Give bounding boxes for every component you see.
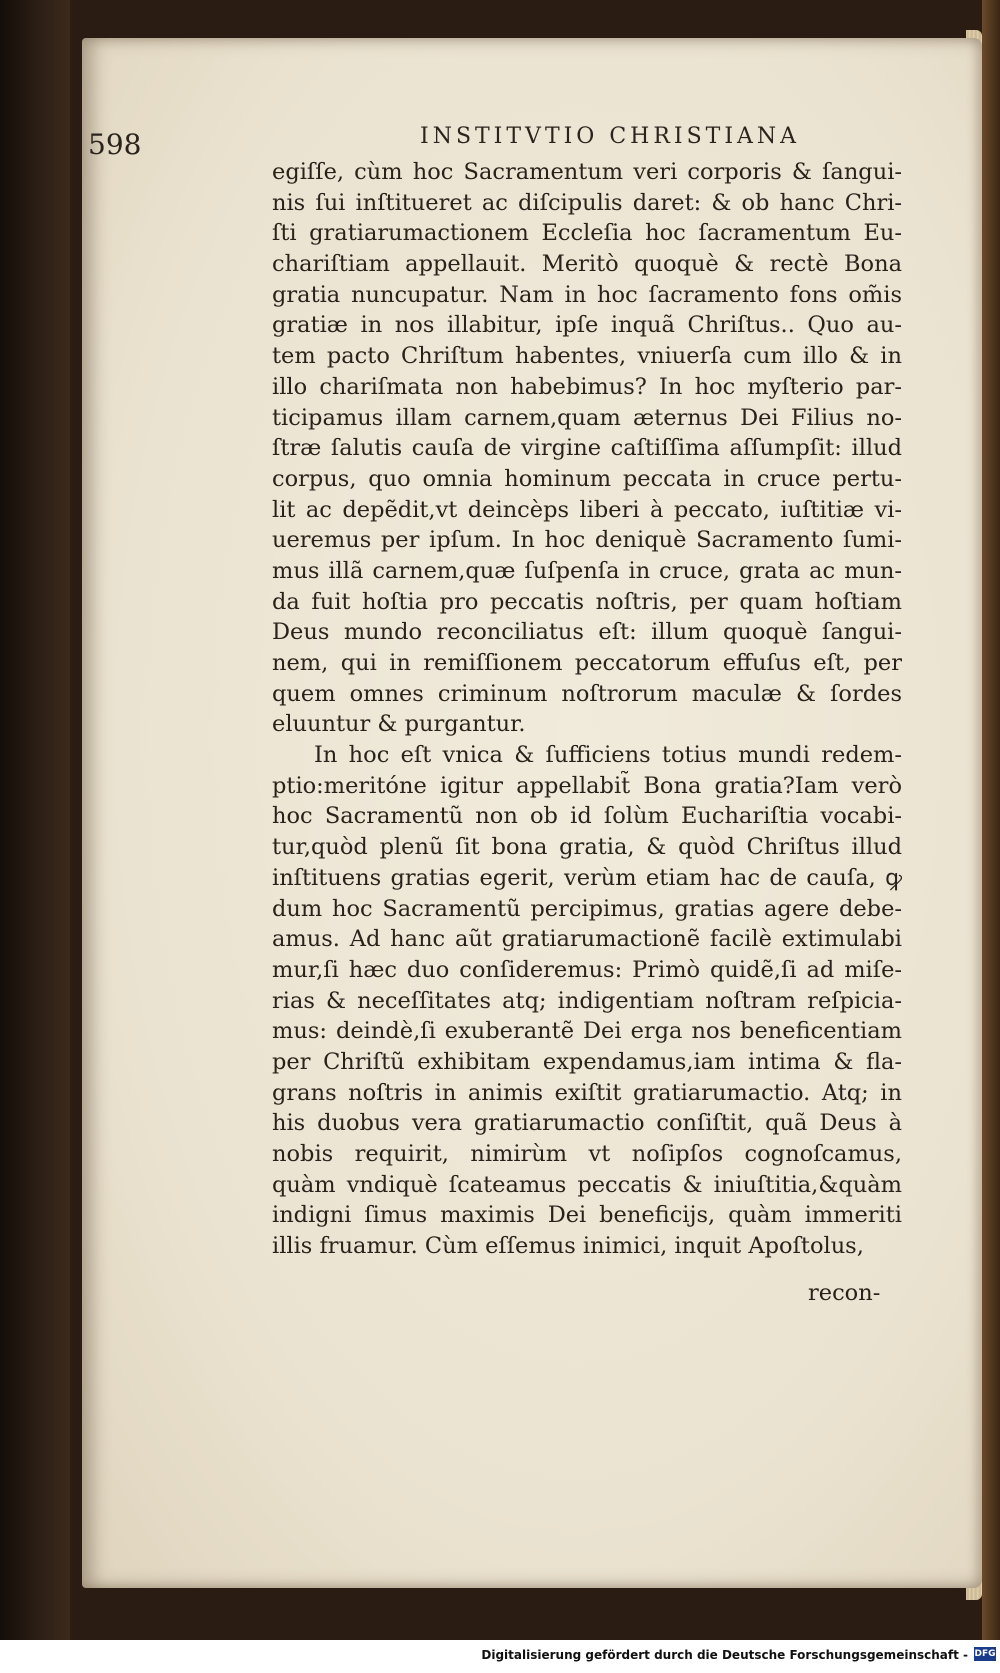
text-line: egiſſe, cùm hoc Sacramentum veri corporis & ſangui- — [272, 159, 902, 185]
text-line: his duobus vera gratiarumactio conſiſtit, quã Deus à — [272, 1110, 902, 1137]
text-line: quem omnes criminum noſtrorum maculæ & ſordes — [272, 680, 902, 707]
body-text — [272, 157, 902, 1262]
text-line: nis ſui inſtitueret ac diſcipulis daret: & ob hanc Chri- — [272, 189, 902, 216]
text-line: illo chariſmata non habebimus? In hoc myſterio par- — [272, 373, 902, 400]
text-line: mus: deindè,ſi exuberantẽ Dei erga nos beneficentiam — [272, 1018, 902, 1045]
text-line: chariſtiam appellauit. Meritò quoquè & rectè Bona — [272, 251, 902, 278]
text-line: gratiæ in nos illabitur, ipſe inquã Chriſtus.. Quo au- — [272, 312, 902, 339]
text-line: nobis requirit, nimirùm vt noſipſos cognoſcamus, — [272, 1141, 902, 1167]
dfg-logo: DFG — [974, 1649, 996, 1659]
text-line: rias & neceſſitates atq; indigentiam noſtram reſpicia- — [272, 987, 902, 1014]
text-line: inſtituens gratias egerit, verùm etiam hac de cauſa, ꝙ — [272, 864, 902, 891]
text-line: ſti gratiarumactionem Eccleſia hoc ſacramentum Eu- — [272, 220, 902, 247]
page-number: 598 — [88, 128, 142, 161]
text-line: eluuntur & purgantur. — [272, 711, 526, 738]
text-line: ticipamus illam carnem,quam æternus Dei Filius no- — [272, 404, 902, 431]
book-spine-left — [0, 0, 70, 1640]
text-line: dum hoc Sacramentũ percipimus, gratias agere debe- — [272, 895, 902, 922]
text-line: ptio:meritóne igitur appellabit̃ Bona gratia?Iam verò — [272, 772, 902, 799]
text-line: ueremus per ipſum. In hoc deniquè Sacramento ſumi- — [272, 527, 902, 554]
text-line: mur,ſi hæc duo conſideremus: Primò quidẽ,ſi ad miſe- — [272, 956, 902, 983]
text-line: In hoc eſt vnica & ſufficiens totius mundi redem- — [314, 742, 902, 769]
text-line: per Chriſtũ exhibitam expendamus,iam intima & fla- — [272, 1048, 902, 1075]
text-line: lit ac depẽdit,vt deincèps liberi à peccato, iuſtitiæ vi- — [272, 496, 902, 523]
text-line: tem pacto Chriſtum habentes, vniuerſa cum illo & in — [272, 343, 902, 370]
text-line: corpus, quo omnia hominum peccata in cruce pertu- — [272, 465, 902, 492]
text-line: indigni ſimus maximis Dei beneficijs, quàm immeriti — [272, 1202, 902, 1229]
running-title: INSTITVTIO CHRISTIANA — [420, 124, 801, 149]
text-line: hoc Sacramentũ non ob id ſolùm Euchariſtia vocabi- — [272, 803, 902, 830]
text-line: illis fruamur. Cùm eſſemus inimici, inquit Apoſtolus, — [272, 1233, 864, 1260]
text-line: nem, qui in remiſſionem peccatorum effuſus eſt, per — [272, 650, 902, 676]
text-line: Deus mundo reconciliatus eſt: illum quoquè ſangui- — [272, 619, 902, 646]
text-line: tur,quòd plenũ ſit bona gratia, & quòd Chriſtus illud — [272, 834, 902, 861]
text-line: gratia nuncupatur. Nam in hoc ſacramento fons om̃is — [272, 281, 902, 308]
text-line: amus. Ad hanc aũt gratiarumactionẽ facilè extimulabi — [272, 926, 902, 953]
book-cover-right — [982, 0, 1000, 1640]
text-line: grans noſtris in animis exiſtit gratiarumactio. Atq; in — [272, 1079, 902, 1106]
text-line: ſtræ ſalutis cauſa de virgine caſtiſſima aſſumpſit: illud — [272, 435, 902, 462]
footer-credit: Digitalisierung gefördert durch die Deutsche Forschungsgemeinschaft - — [481, 1648, 968, 1662]
text-line: quàm vndiquè ſcateamus peccatis & iniuſtitia,&quàm — [272, 1171, 902, 1198]
text-line: mus illã carnem,quæ ſuſpenſa in cruce, grata ac mun- — [272, 557, 902, 584]
catchword: recon- — [808, 1280, 881, 1306]
text-line: da fuit hoſtia pro peccatis noſtris, per quam hoſtiam — [272, 588, 902, 615]
